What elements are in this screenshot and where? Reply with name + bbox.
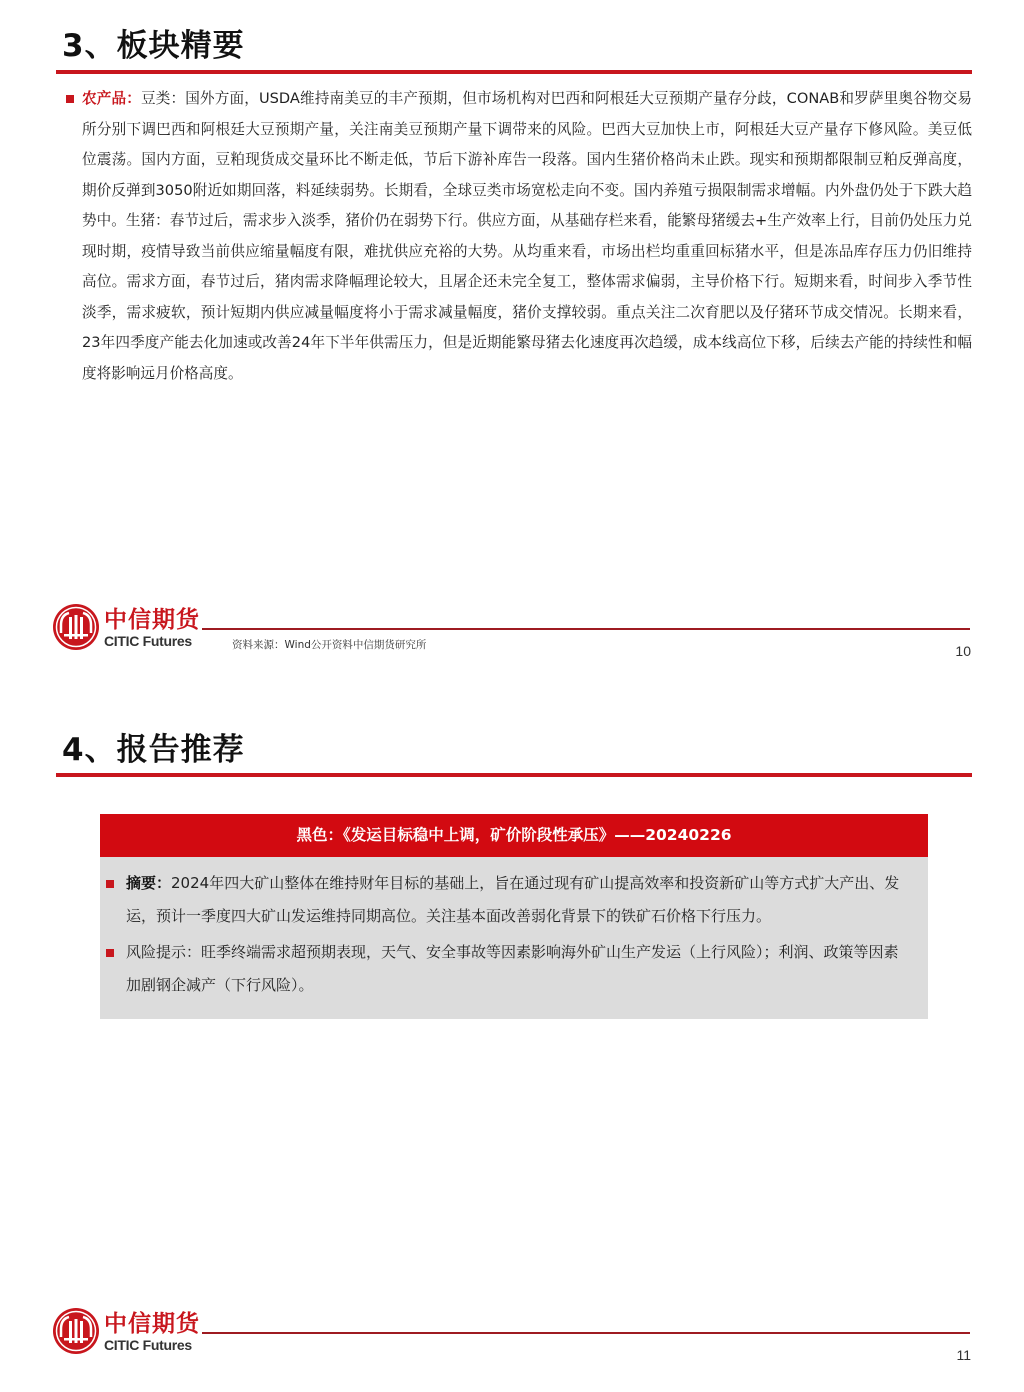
risk-text: 风险提示：旺季终端需求超预期表现，天气、安全事故等因素影响海外矿山生产发运（上行风险）；利润、政策等因素加剧钢企减产（下行风险）。 [126,943,899,994]
citic-logo-icon [52,1307,100,1355]
citic-logo-icon [52,603,100,651]
report-body [100,857,928,1019]
source-note: 资料来源：Wind公开资料中信期货研究所 [232,639,427,651]
report-recommendation-box [100,814,928,1019]
page-footer [52,1307,977,1367]
footer-divider [202,628,970,630]
page-11 [0,700,1024,1392]
footer-divider [202,1332,970,1334]
agri-summary-paragraph [82,84,972,389]
logo-chinese-text: 中信期货 [104,1310,200,1337]
logo-english-text: CITIC Futures [104,633,192,649]
bullet-square-icon [106,949,114,957]
report-risk-item [126,936,910,1001]
report-summary-item [126,867,910,932]
section-title: 4、报告推荐 [62,732,245,768]
page-number: 11 [956,1347,971,1363]
logo-english-text: CITIC Futures [104,1337,192,1353]
section-title: 3、板块精要 [62,28,245,64]
logo-chinese-text: 中信期货 [104,606,200,633]
page-footer [52,603,977,663]
paragraph-text: 豆类：国外方面，USDA维持南美豆的丰产预期，但市场机构对巴西和阿根廷大豆预期产量存分歧，CONAB和罗萨里奥谷物交易所分别下调巴西和阿根廷大豆预期产量，关注南美豆预期产量下调带来的风险。巴西大豆加快上市，阿根廷大豆产量存下修风险。美豆低位震荡。国内方面，豆粕现货成交量环比不断走低，节后下游补库告一段落。国内生猪价格尚未止跌。现实和预期都限制豆粕反弹高度，期价反弹到3050附近如期回落，料延续弱势。长期看，全球豆类市场宽松走向不变。国内养殖亏损限制需求增幅。内外盘仍处于下跌大趋势中。生猪：春节过后，需求步入淡季，猪价仍在弱势下行。供应方面，从基础存栏来看，能繁母猪缓去+生产效率上行，目前仍处压力兑现时期，疫情导致当前供应缩量幅度有限，难扰供应充裕的大势。从均重来看，市场出栏均重重回标猪水平，但是冻品库存压力仍旧维持高位。需求方面，春节过后，猪肉需求降幅理论较大，且屠企还未完全复工，整体需求偏弱，主导价格下行。短期来看，时间步入季节性淡季，需求疲软，预计短期内供应减量幅度将小于需求减量幅度，猪价支撑较弱。重点关注二次育肥以及仔猪环节成交情况。长期来看，23年四季度产能去化加速或改善24年下半年供需压力，但是近期能繁母猪去化速度再次趋缓，成本线高位下移，后续去产能的持续性和幅度将影响远月价格高度。 [82,90,972,382]
bullet-square-icon [106,880,114,888]
page-10 [0,0,1024,690]
bullet-square-icon [66,95,74,103]
lead-label: 农产品： [82,90,141,107]
page-number: 10 [955,643,971,659]
report-title-banner: 黑色：《发运目标稳中上调，矿价阶段性承压》——20240226 [100,814,928,857]
summary-text: 2024年四大矿山整体在维持财年目标的基础上，旨在通过现有矿山提高效率和投资新矿山等方式扩大产出、发运，预计一季度四大矿山发运维持同期高位。关注基本面改善弱化背景下的铁矿石价格下行压力。 [126,874,900,925]
title-divider [56,773,972,777]
title-divider [56,70,972,74]
summary-label: 摘要： [126,874,172,892]
